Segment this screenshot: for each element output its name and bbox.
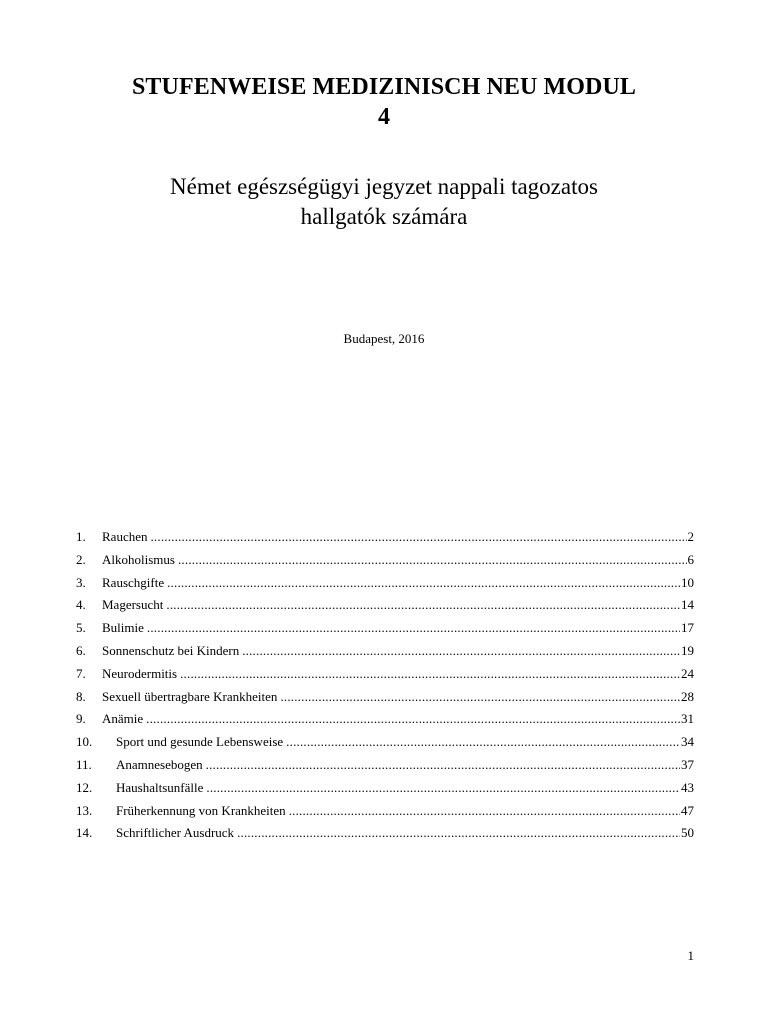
toc-entry-number: 14.: [76, 825, 93, 841]
toc-leader-dots: [166, 594, 680, 617]
toc-entry-page: 31: [681, 711, 694, 727]
toc-entry[interactable]: [76, 800, 694, 823]
toc-entry-label: Sexuell übertragbare Krankheiten: [102, 688, 278, 704]
toc-leader-dots: [286, 731, 680, 754]
toc-entry-number: 7.: [76, 665, 86, 681]
toc-leader-dots: [147, 617, 680, 640]
toc-leader-dots: [206, 754, 680, 777]
toc-entry-page: 28: [681, 688, 694, 704]
document-title-line-1: STUFENWEISE MEDIZINISCH NEU MODUL: [131, 74, 637, 100]
page-number: 1: [687, 948, 694, 963]
document-title: [60, 72, 708, 132]
toc-entry-number: 9.: [76, 711, 86, 727]
document-subtitle-line-1: Német egészségügyi jegyzet nappali tagozatos: [170, 174, 598, 199]
toc-entry-number: 13.: [76, 802, 93, 818]
place-and-date: Budapest, 2016: [343, 331, 425, 346]
toc-entry-page: 6: [687, 551, 694, 567]
toc-entry-number: 10.: [76, 734, 93, 750]
toc-leader-dots: [280, 686, 680, 709]
toc-entry[interactable]: [76, 822, 694, 845]
toc-entry-label: Anamnesebogen: [116, 756, 203, 772]
toc-entry-page: 10: [681, 574, 694, 590]
toc-leader-dots: [237, 822, 680, 845]
toc-entry[interactable]: [76, 594, 694, 617]
toc-entry-number: 6.: [76, 642, 86, 658]
toc-entry[interactable]: [76, 777, 694, 800]
toc-entry-label: Rauchen: [102, 529, 148, 544]
document-title-line-2: 4: [377, 104, 391, 130]
toc-entry[interactable]: [76, 754, 694, 777]
toc-entry-page: 2: [687, 529, 694, 544]
toc-entry-label: Früherkennung von Krankheiten: [116, 802, 286, 818]
toc-entry-number: 11.: [76, 756, 92, 772]
toc-entry[interactable]: [76, 731, 694, 754]
toc-entry-page: 34: [681, 734, 694, 750]
toc-entry-label: Sonnenschutz bei Kindern: [102, 642, 240, 658]
toc-leader-dots: [289, 800, 680, 823]
toc-entry[interactable]: [76, 617, 694, 640]
toc-leader-dots: [180, 663, 680, 686]
toc-entry-page: 19: [681, 642, 694, 658]
toc-entry-page: 14: [681, 597, 694, 613]
toc-entry[interactable]: [76, 572, 694, 595]
toc-entry-label: Neurodermitis: [102, 665, 178, 681]
toc-entry-label: Anämie: [102, 711, 144, 727]
toc-entry-label: Bulimie: [102, 620, 144, 636]
toc-entry-page: 50: [681, 825, 694, 841]
toc-entry-label: Magersucht: [102, 597, 164, 613]
toc-entry[interactable]: [76, 640, 694, 663]
toc-leader-dots: [150, 526, 686, 549]
toc-entry[interactable]: [76, 549, 694, 572]
toc-leader-dots: [167, 572, 680, 595]
toc-entry-page: 17: [681, 620, 694, 636]
toc-entry-label: Haushaltsunfälle: [116, 779, 204, 795]
toc-entry-label: Alkoholismus: [102, 551, 175, 567]
toc-entry-label: Rauschgifte: [102, 574, 165, 590]
toc-leader-dots: [178, 549, 687, 572]
toc-entry-number: 12.: [76, 779, 93, 795]
toc-leader-dots: [146, 708, 680, 731]
toc-leader-dots: [242, 640, 680, 663]
toc-entry-number: 4.: [76, 597, 86, 613]
toc-entry[interactable]: [76, 686, 694, 709]
toc-entry-number: 2.: [76, 551, 86, 567]
toc-entry-page: 43: [681, 779, 694, 795]
toc-leader-dots: [206, 777, 680, 800]
toc-entry[interactable]: [76, 526, 694, 549]
toc-entry[interactable]: [76, 708, 694, 731]
toc-entry-page: 37: [681, 756, 694, 772]
document-subtitle-line-2: hallgatók számára: [300, 204, 468, 229]
toc-entry-label: Schriftlicher Ausdruck: [116, 825, 235, 841]
table-of-contents: [76, 526, 694, 845]
toc-entry-page: 24: [681, 665, 694, 681]
toc-entry-page: 47: [681, 802, 694, 818]
toc-entry-number: 1.: [76, 529, 86, 544]
toc-entry-number: 8.: [76, 688, 86, 704]
toc-entry-number: 3.: [76, 574, 86, 590]
document-subtitle: [60, 172, 708, 232]
toc-entry[interactable]: [76, 663, 694, 686]
toc-entry-number: 5.: [76, 620, 86, 636]
toc-entry-label: Sport und gesunde Lebensweise: [116, 734, 284, 750]
